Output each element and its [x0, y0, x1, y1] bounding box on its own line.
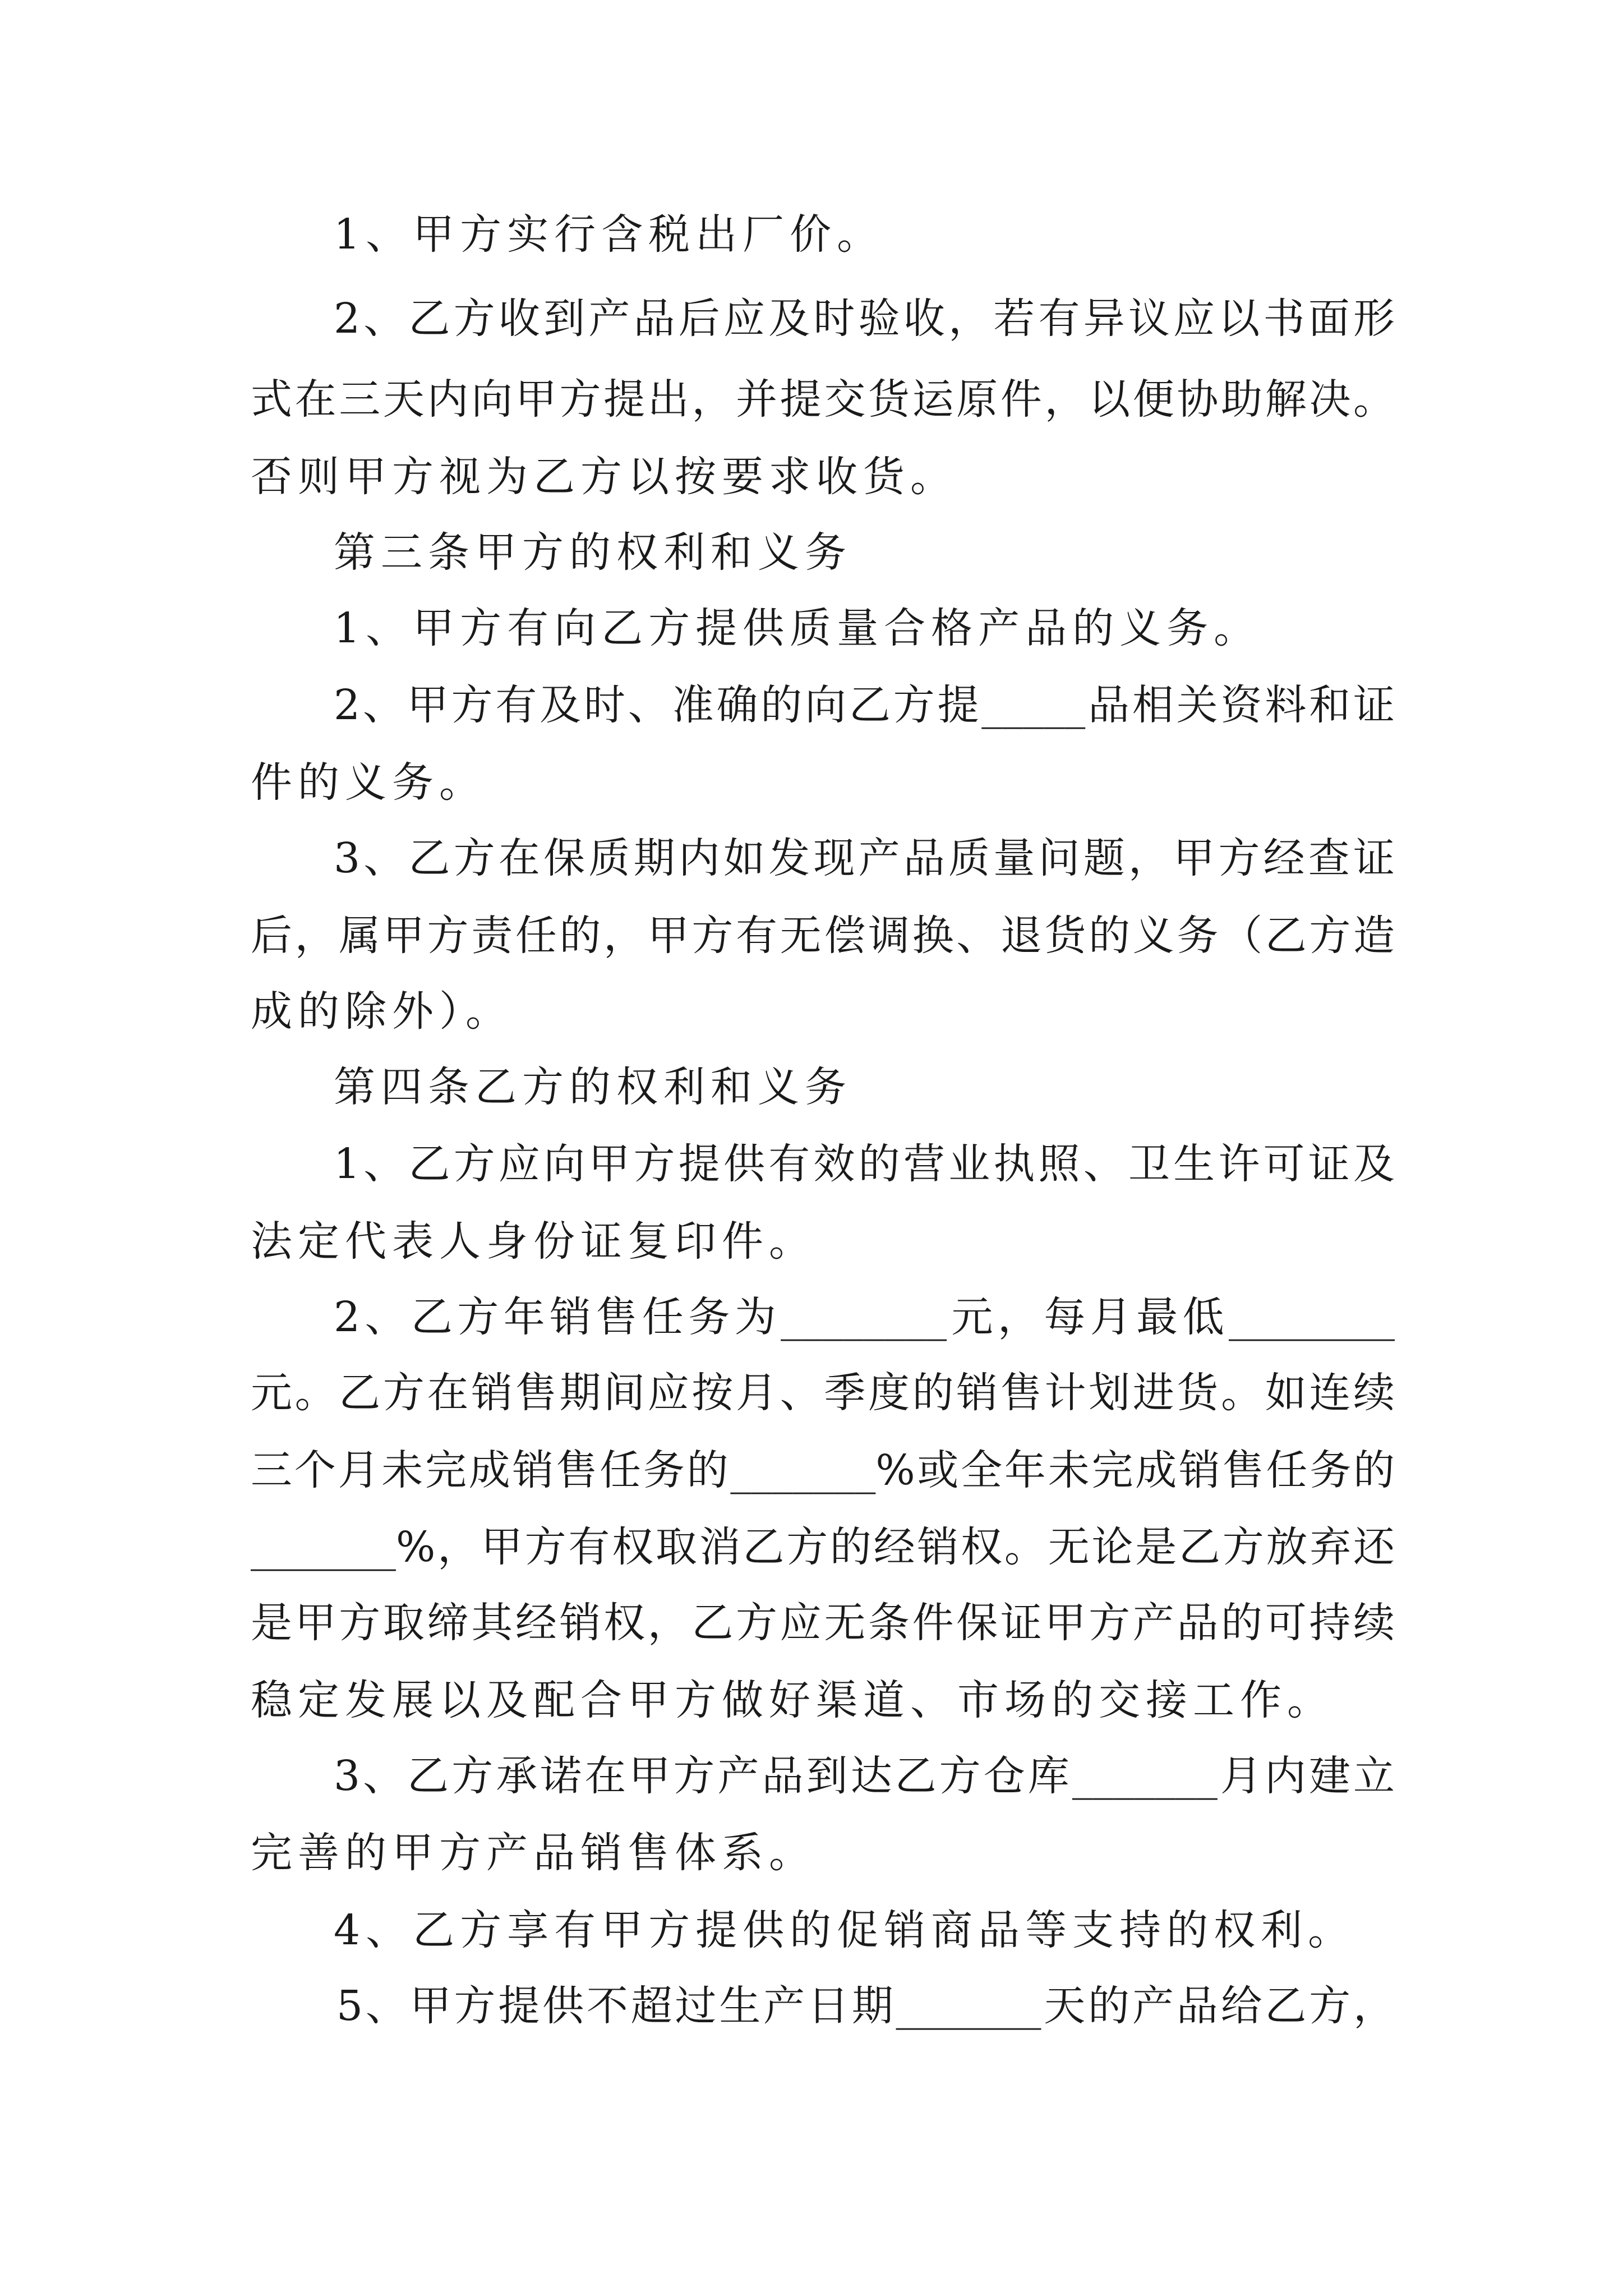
- text-line: 否则甲方视为乙方以按要求收货。: [251, 453, 957, 501]
- text-line: 3、乙方在保质期内如发现产品质量问题，甲方经查证: [334, 834, 1395, 882]
- text-line: 法定代表人身份证复印件。: [251, 1217, 816, 1266]
- text-line: 完善的甲方产品销售体系。: [251, 1829, 816, 1877]
- text-line: 2、乙方年销售任务为________元，每月最低________: [334, 1293, 1395, 1341]
- text-line: 1、甲方实行含税出厂价。: [334, 210, 884, 259]
- text-line: 1、乙方应向甲方提供有效的营业执照、卫生许可证及: [334, 1140, 1395, 1188]
- text-line: 1、甲方有向乙方提供质量合格产品的义务。: [334, 604, 1261, 652]
- text-line: 成的除外）。: [251, 987, 513, 1036]
- text-line: 后，属甲方责任的，甲方有无偿调换、退货的义务（乙方造: [251, 912, 1395, 960]
- text-line: 三个月未完成销售任务的_______%或全年未完成销售任务的: [251, 1446, 1395, 1494]
- text-line: 是甲方取缔其经销权，乙方应无条件保证甲方产品的可持续: [251, 1599, 1395, 1647]
- text-line: 稳定发展以及配合甲方做好渠道、市场的交接工作。: [251, 1676, 1334, 1724]
- text-line: 3、乙方承诺在甲方产品到达乙方仓库_______月内建立: [334, 1752, 1395, 1800]
- text-line: 2、乙方收到产品后应及时验收，若有异议应以书面形: [334, 295, 1395, 343]
- section-heading: 第四条乙方的权利和义务: [334, 1063, 852, 1111]
- section-heading: 第三条甲方的权利和义务: [334, 528, 852, 577]
- text-line: _______%，甲方有权取消乙方的经销权。无论是乙方放弃还: [251, 1523, 1395, 1571]
- text-line: 4、乙方享有甲方提供的促销商品等支持的权利。: [334, 1906, 1355, 1954]
- text-line: 件的义务。: [251, 758, 486, 807]
- text-line: 2、甲方有及时、准确的向乙方提_____品相关资料和证: [334, 681, 1395, 729]
- text-line: 式在三天内向甲方提出，并提交货运原件，以便协助解决。: [251, 375, 1395, 424]
- text-line: 元。乙方在销售期间应按月、季度的销售计划进货。如连续: [251, 1369, 1395, 1417]
- text-line: 5、甲方提供不超过生产日期_______天的产品给乙方，: [336, 1982, 1395, 2030]
